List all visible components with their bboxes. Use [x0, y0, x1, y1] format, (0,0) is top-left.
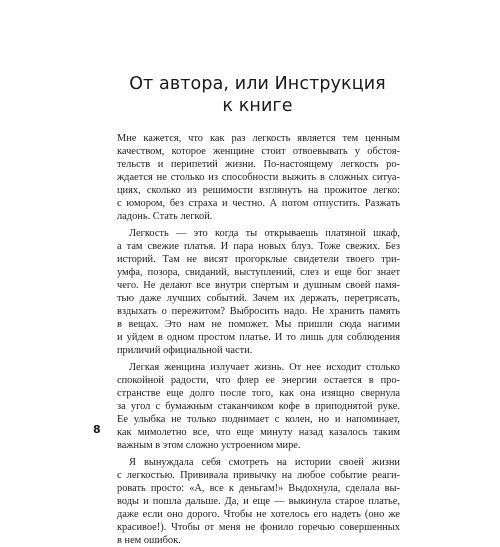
text-line: качеством, которое женщине стоит отвоевывать у обстоя-: [117, 146, 400, 157]
text-line: странстве еще долго после того, как она изящно свернула: [117, 388, 400, 399]
text-line: ждается не столько из способности выжить в сложных ситуа-: [117, 172, 400, 183]
text-line: историй. Там не висят прогорклые свидетели твоего три-: [117, 254, 400, 265]
text-line: умфа, позора, свиданий, выступлений, слез и еще бог знает: [117, 267, 400, 278]
text-line: важным в этом сложно устроенном мире.: [117, 440, 301, 451]
paragraph: [117, 132, 400, 223]
text-line: даже если оно дорого. Чтобы не хотелось его надеть (оно же: [117, 509, 400, 520]
chapter-title-line-1: От автора, или Инструкция: [129, 74, 386, 94]
paragraph: [117, 227, 400, 357]
text-line: Ее улыбка не только поднимает с колен, но и напоминает,: [117, 414, 400, 425]
text-line: и уйдем в одном простом платье. И то лишь для соблюдения: [117, 332, 400, 343]
text-line: с юмором, без страха и честно. А потом отпустить. Разжать: [117, 198, 400, 209]
text-line: ровать просто: «А, все к деньгам!» Выдохнула, сделала вы-: [117, 483, 400, 494]
text-line: а там свежие платья. И пара новых блуз. Тоже свежих. Без: [117, 241, 400, 252]
page-number: 8: [93, 423, 101, 436]
text-line: чего. Не делают все внутри спертым и душным своей памя-: [117, 280, 400, 291]
body-text: [117, 132, 400, 547]
text-line: спокойной радости, что флер ее энергии остается в про-: [117, 375, 400, 386]
text-line: ладонь. Стать легкой.: [117, 211, 213, 222]
text-line: тью даже лучших событий. Зачем их держать, перетрясать,: [117, 293, 400, 304]
chapter-title: [120, 73, 395, 117]
paragraph: [117, 361, 400, 452]
paragraph: [117, 456, 400, 547]
text-line: Я вынуждала себя смотреть на истории своей жизни: [129, 457, 400, 468]
text-line: за угол с бумажным стаканчиком кофе в приподнятой руке.: [117, 401, 400, 412]
text-line: Легкая женщина излучает жизнь. От нее исходит столько: [129, 362, 400, 373]
text-line: приличий официальной части.: [117, 345, 253, 356]
text-line: воды и пошла дальше. Да, и еще — выкинула старое платье,: [117, 496, 400, 507]
text-line: в вещах. Это нам не поможет. Мы пришли сюда нагими: [117, 319, 400, 330]
text-line: Легкость — это когда ты открываешь платяной шкаф,: [129, 228, 400, 239]
chapter-title-line-2: к книге: [222, 96, 293, 116]
text-line: красивое!). Чтобы от меня не фонило горечью совершенных: [117, 522, 400, 533]
text-line: вздыхать о пережитом? Выбросить надо. Не хранить память: [117, 306, 400, 317]
text-line: тельств и перипетий жизни. По-настоящему легкость ро-: [117, 159, 400, 170]
text-line: с легкостью. Прививала привычку на любое событие реаги-: [117, 470, 400, 481]
text-line: Мне кажется, что как раз легкость является тем ценным: [117, 133, 400, 144]
text-line: как мимолетно все, что еще минуту назад казалось таким: [117, 427, 400, 438]
text-line: циях, сколько из решимости взглянуть на прожитое легко:: [117, 185, 400, 196]
text-line: в нем ошибок.: [117, 535, 181, 546]
